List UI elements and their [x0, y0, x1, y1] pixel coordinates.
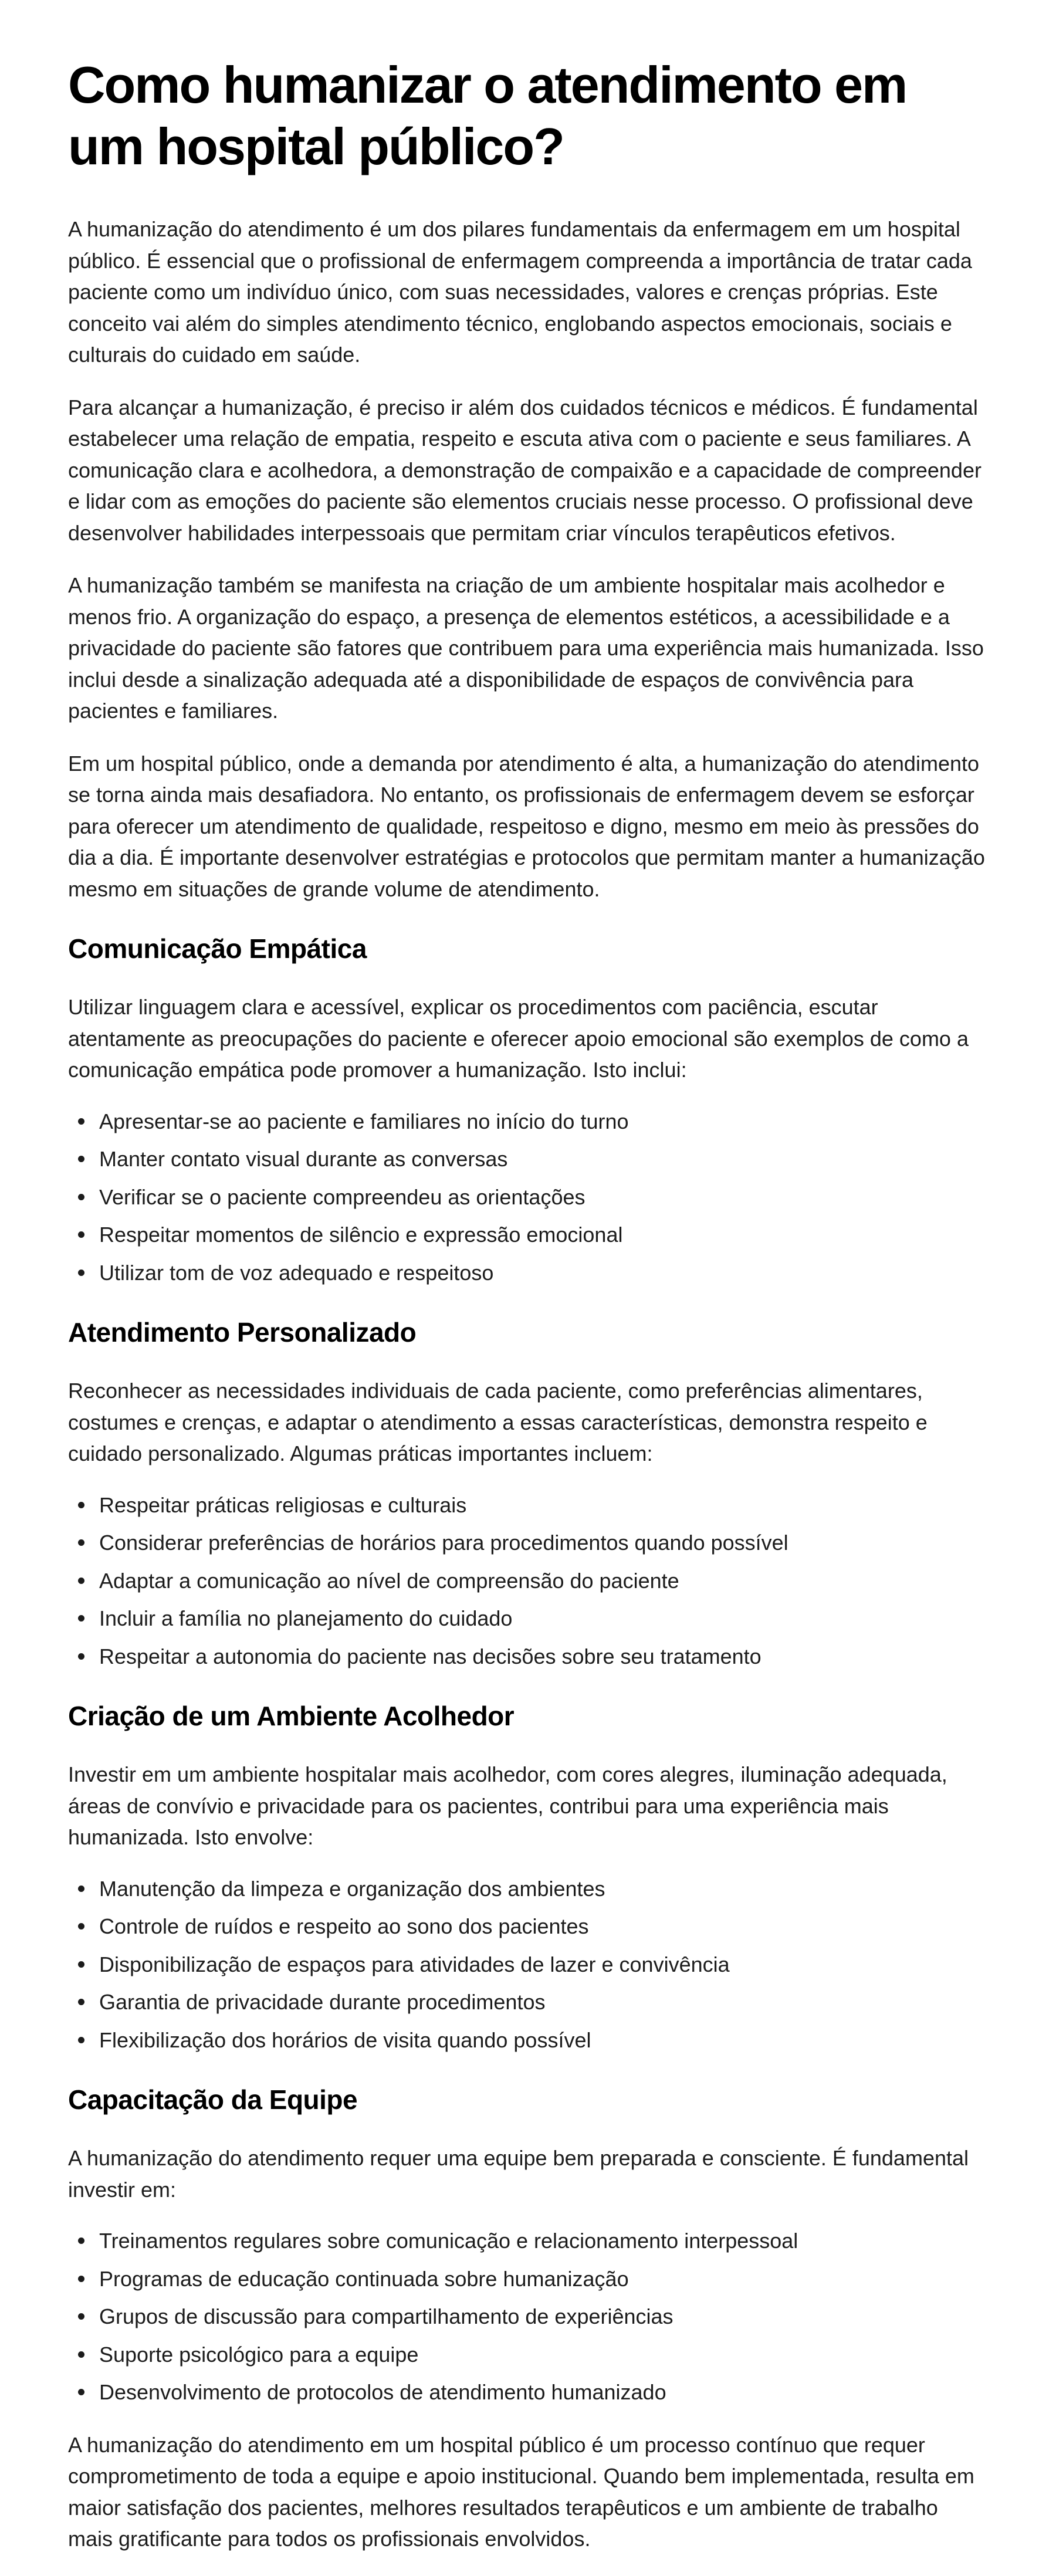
section-paragraph: Investir em um ambiente hospitalar mais acolhedor, com cores alegres, iluminação adequada, áreas de convívio e privacidade para os pacientes, contribui para uma experiência mais humanizada. Isto envolve:: [68, 1762, 947, 1849]
list-item: [68, 1641, 988, 1673]
list-item-text: Considerar preferências de horários para procedimentos quando possível: [99, 1531, 788, 1555]
list-item: [68, 1143, 988, 1175]
bullet-icon: [78, 2238, 84, 2244]
list-item: [68, 2301, 988, 2333]
list-item-text: Manutenção da limpeza e organização dos ambientes: [99, 1876, 605, 1901]
list-item-text: Flexibilização dos horários de visita quando possível: [99, 2027, 591, 2052]
list-item: [68, 2225, 988, 2257]
list-item: [68, 1911, 988, 1942]
list-item-text: Controle de ruídos e respeito ao sono dos pacientes: [99, 1914, 589, 1938]
section: [68, 1316, 988, 1672]
list-item-text: Respeitar momentos de silêncio e expressão emocional: [99, 1223, 623, 1247]
bullet-list: [68, 1490, 988, 1673]
list-item: [68, 1603, 988, 1634]
list-item-text: Adaptar a comunicação ao nível de compreensão do paciente: [99, 1568, 679, 1593]
list-item: [68, 2377, 988, 2408]
list-item: [68, 1257, 988, 1289]
section-paragraph: A humanização do atendimento requer uma equipe bem preparada e consciente. É fundamental investir em:: [68, 2146, 969, 2202]
section-heading: Capacitação da Equipe: [68, 2084, 358, 2115]
bullet-icon: [78, 1502, 84, 1508]
bullet-icon: [78, 1231, 84, 1238]
section: [68, 2083, 988, 2408]
section: [68, 932, 988, 1288]
bullet-icon: [78, 1539, 84, 1546]
bullet-icon: [78, 1156, 84, 1162]
list-item-text: Manter contato visual durante as conversas: [99, 1147, 508, 1171]
bullet-icon: [78, 1578, 84, 1584]
page-title: Como humanizar o atendimento em um hospital público?: [68, 56, 907, 175]
bullet-icon: [78, 2276, 84, 2282]
bullet-list: [68, 2225, 988, 2408]
list-item-text: Incluir a família no planejamento do cuidado: [99, 1606, 513, 1630]
list-item-text: Treinamentos regulares sobre comunicação e relacionamento interpessoal: [99, 2229, 798, 2253]
list-item: [68, 1182, 988, 1213]
list-item: [68, 1527, 988, 1559]
list-item-text: Respeitar práticas religiosas e culturais: [99, 1492, 467, 1517]
intro-paragraph: A humanização do atendimento é um dos pilares fundamentais da enfermagem em um hospital público. É essencial que o profissional de enfermagem compreenda a importância de tratar cada paciente como um indivíduo único, com suas necessidades, valores e crenças próprias. Este conceito vai além do simples atendimento técnico, englobando aspectos emocionais, sociais e culturais do cuidado em saúde.: [68, 217, 972, 367]
list-item: [68, 1873, 988, 1905]
list-item: [68, 2025, 988, 2056]
list-item-text: Respeitar a autonomia do paciente nas decisões sobre seu tratamento: [99, 1644, 761, 1668]
bullet-icon: [78, 2037, 84, 2043]
list-item-text: Programas de educação continuada sobre humanização: [99, 2266, 629, 2291]
conclusion-paragraph: A humanização do atendimento em um hospital público é um processo contínuo que requer comprometimento de toda a equipe e apoio institucional. Quando bem implementada, resulta em maior satisfação dos pacientes, melhores resultados terapêuticos e um ambiente de trabalho mais gratificante para todos os profissionais envolvidos.: [68, 2432, 974, 2551]
bullet-icon: [78, 1923, 84, 1930]
intro-paragraph: Em um hospital público, onde a demanda por atendimento é alta, a humanização do atendimento se torna ainda mais desafiadora. No entanto, os profissionais de enfermagem devem se esforçar para oferecer um atendimento de qualidade, respeitoso e digno, mesmo em meio às pressões do dia a dia. É importante desenvolver estratégias e protocolos que permitam manter a humanização mesmo em situações de grande volume de atendimento.: [68, 751, 985, 901]
bullet-list: [68, 1106, 988, 1289]
section-heading: Atendimento Personalizado: [68, 1317, 417, 1348]
bullet-icon: [78, 1653, 84, 1660]
list-item: [68, 1565, 988, 1597]
section: [68, 1700, 988, 2056]
bullet-icon: [78, 2389, 84, 2395]
bullet-list: [68, 1873, 988, 2056]
bullet-icon: [78, 1961, 84, 1968]
list-item: [68, 2263, 988, 2295]
list-item: [68, 1219, 988, 1251]
bullet-icon: [78, 1886, 84, 1892]
section-heading: Criação de um Ambiente Acolhedor: [68, 1701, 515, 1731]
intro-paragraph: A humanização também se manifesta na criação de um ambiente hospitalar mais acolhedor e menos frio. A organização do espaço, a presença de elementos estéticos, a acessibilidade e a privacidade do paciente são fatores que contribuem para uma experiência mais humanizada. Isso inclui desde a sinalização adequada até a disponibilidade de espaços de convivência para pacientes e familiares.: [68, 573, 984, 723]
section-paragraph: Utilizar linguagem clara e acessível, explicar os procedimentos com paciência, escutar atentamente as preocupações do paciente e oferecer apoio emocional são exemplos de como a comunicação empática pode promover a humanização. Isto inclui:: [68, 995, 969, 1082]
bullet-icon: [78, 1194, 84, 1200]
list-item-text: Desenvolvimento de protocolos de atendimento humanizado: [99, 2380, 666, 2404]
list-item-text: Grupos de discussão para compartilhamento de experiências: [99, 2304, 673, 2328]
bullet-icon: [78, 2351, 84, 2358]
bullet-icon: [78, 1270, 84, 1276]
list-item: [68, 1986, 988, 2018]
list-item-text: Verificar se o paciente compreendeu as orientações: [99, 1184, 585, 1209]
list-item: [68, 2339, 988, 2371]
list-item-text: Apresentar-se ao paciente e familiares no início do turno: [99, 1109, 629, 1133]
list-item: [68, 1490, 988, 1521]
bullet-icon: [78, 1118, 84, 1125]
bullet-icon: [78, 1999, 84, 2005]
list-item-text: Garantia de privacidade durante procedimentos: [99, 1990, 546, 2014]
list-item: [68, 1949, 988, 1981]
bullet-icon: [78, 1615, 84, 1622]
list-item-text: Suporte psicológico para a equipe: [99, 2342, 419, 2367]
intro-paragraph: Para alcançar a humanização, é preciso ir além dos cuidados técnicos e médicos. É fundamental estabelecer uma relação de empatia, respeito e escuta ativa com o paciente e seus familiares. A comunicação clara e acolhedora, a demonstração de compaixão e a capacidade de compreender e lidar com as emoções do paciente são elementos cruciais nesse processo. O profissional deve desenvolver habilidades interpessoais que permitam criar vínculos terapêuticos efetivos.: [68, 395, 981, 545]
section-heading: Comunicação Empática: [68, 933, 367, 964]
list-item-text: Disponibilização de espaços para atividades de lazer e convivência: [99, 1952, 730, 1976]
list-item: [68, 1106, 988, 1138]
section-paragraph: Reconhecer as necessidades individuais de cada paciente, como preferências alimentares, costumes e crenças, e adaptar o atendimento a essas características, demonstra respeito e cuidado personalizado. Algumas práticas importantes incluem:: [68, 1379, 928, 1465]
bullet-icon: [78, 2313, 84, 2320]
list-item-text: Utilizar tom de voz adequado e respeitoso: [99, 1260, 494, 1285]
